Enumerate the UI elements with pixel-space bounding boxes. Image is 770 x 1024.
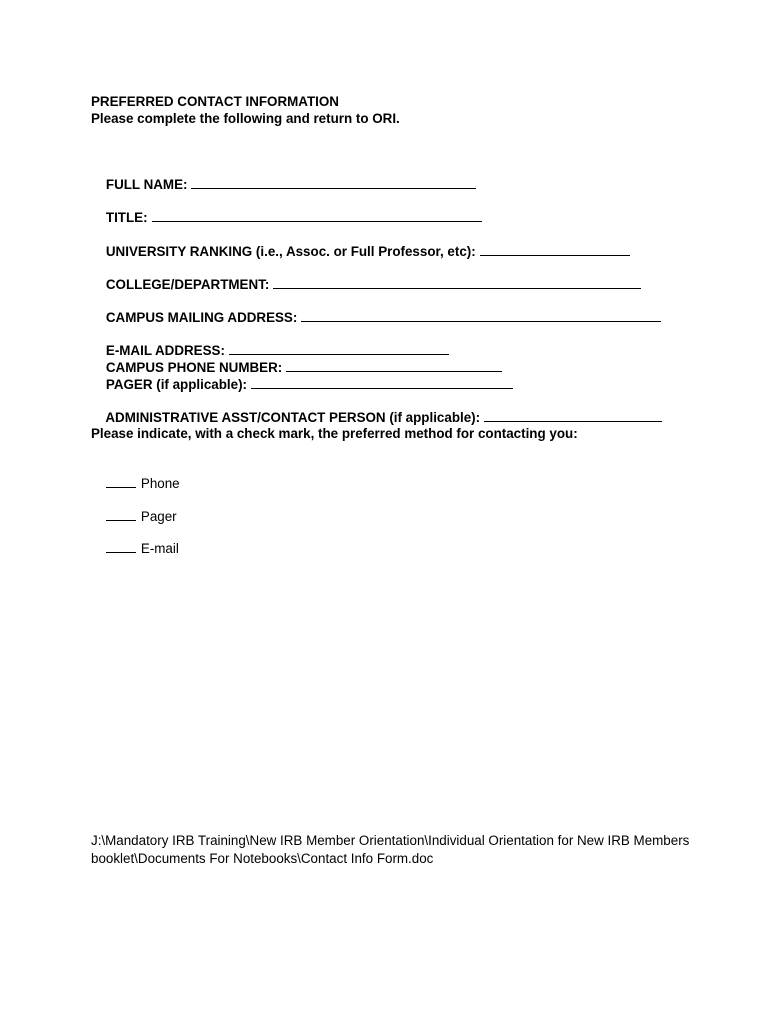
campus-mailing-address-blank[interactable] xyxy=(301,320,661,322)
pager-blank[interactable] xyxy=(251,387,513,389)
full-name-blank[interactable] xyxy=(191,187,476,189)
pager-check-blank[interactable] xyxy=(106,519,136,521)
university-ranking-blank[interactable] xyxy=(480,254,630,256)
title-label: TITLE: xyxy=(105,210,148,225)
email-option-label: E-mail xyxy=(140,541,179,556)
college-department-label: COLLEGE/DEPARTMENT: xyxy=(105,277,270,292)
campus-phone-number-label: CAMPUS PHONE NUMBER: xyxy=(105,360,283,375)
email-address-label: E-MAIL ADDRESS: xyxy=(105,343,225,358)
email-check-blank[interactable] xyxy=(106,551,136,553)
form-instruction: Please complete the following and return to ORI. xyxy=(91,111,400,126)
university-ranking-label: UNIVERSITY RANKING (i.e., Assoc. or Full Professor, etc): xyxy=(105,244,476,259)
admin-contact-label: ADMINISTRATIVE ASST/CONTACT PERSON (if applicable): xyxy=(105,410,481,425)
pager-label: PAGER (if applicable): xyxy=(105,377,248,392)
full-name-label: FULL NAME: xyxy=(105,177,188,192)
campus-mailing-address-label: CAMPUS MAILING ADDRESS: xyxy=(105,310,298,325)
phone-option-label: Phone xyxy=(140,476,180,491)
contact-option-email xyxy=(91,523,179,574)
college-department-blank[interactable] xyxy=(273,287,641,289)
form-title: PREFERRED CONTACT INFORMATION xyxy=(91,94,339,109)
phone-check-blank[interactable] xyxy=(106,486,136,488)
title-blank[interactable] xyxy=(152,220,482,222)
pager-option-label: Pager xyxy=(140,509,177,524)
admin-contact-blank[interactable] xyxy=(484,420,662,422)
contact-method-prompt: Please indicate, with a check mark, the preferred method for contacting you: xyxy=(91,426,578,441)
file-path-footer: J:\Mandatory IRB Training\New IRB Member Orientation\Individual Orientation for New IRB Members booklet\Documents For Notebooks\Contact Info Form.doc xyxy=(91,833,690,866)
